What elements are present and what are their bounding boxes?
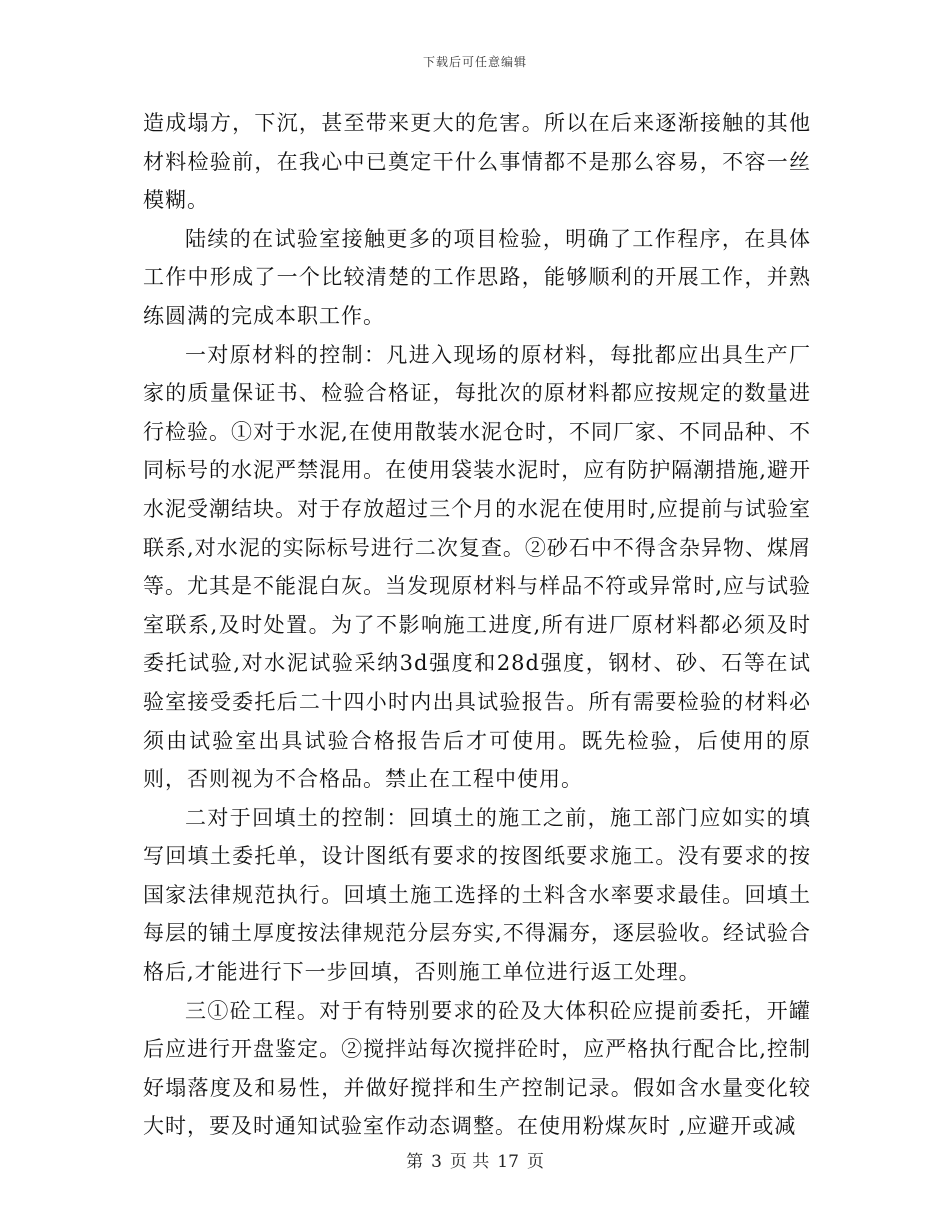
footer-suffix: 页 xyxy=(526,1152,544,1172)
paragraph-work-summary: 陆续的在试验室接触更多的项目检验，明确了工作程序，在具体工作中形成了一个比较清楚的工作思路，能够顺利的开展工作，并熟练圆满的完成本职工作。 xyxy=(143,226,811,328)
footer-prefix: 第 xyxy=(406,1152,424,1172)
document-body xyxy=(143,104,811,1146)
paragraph-raw-materials: 一对原材料的控制：凡进入现场的原材料，每批都应出具生产厂家的质量保证书、检验合格证，每批次的原材料都应按规定的数量进行检验。①对于水泥,在使用散装水泥仓时，不同厂家、不同品种、不同标号的水泥严禁混用。在使用袋装水泥时，应有防护隔潮措施,避开水泥受潮结块。对于存放超过三个月的水泥在使用时,应提前与试验室联系,对水泥的实际标号进行二次复查。②砂石中不得含杂异物、煤屑等。尤其是不能混白灰。当发现原材料与样品不符或异常时,应与试验室联系,及时处置。为了不影响施工进度,所有进厂原材料都必须及时委托试验,对水泥试验采纳3d强度和28d强度，钢材、砂、石等在试验室接受委托后二十四小时内出具试验报告。所有需要检验的材料必须由试验室出具试验合格报告后才可使用。既先检验，后使用的原则，否则视为不合格品。禁止在工程中使用。 xyxy=(143,342,811,792)
total-pages: 17 xyxy=(497,1152,519,1172)
paragraph-concrete: 三①砼工程。对于有特别要求的砼及大体积砼应提前委托，开罐后应进行开盘鉴定。②搅拌站每次搅拌砼时，应严格执行配合比,控制好塌落度及和易性，并做好搅拌和生产控制记录。假如含水量变化较大时，要及时通知试验室作动态调整。在使用粉煤灰时 ,应避开或减 xyxy=(143,998,811,1139)
paragraph-continuation: 造成塌方，下沉，甚至带来更大的危害。所以在后来逐渐接触的其他材料检验前，在我心中已奠定干什么事情都不是那么容易，不容一丝模糊。 xyxy=(143,111,811,213)
page-header: 下载后可任意编辑 xyxy=(422,55,527,69)
page-footer xyxy=(0,1147,950,1172)
paragraph-backfill: 二对于回填土的控制：回填土的施工之前，施工部门应如实的填写回填土委托单，设计图纸有要求的按图纸要求施工。没有要求的按国家法律规范执行。回填土施工选择的土料含水率要求最佳。回填土每层的铺土厚度按法律规范分层夯实,不得漏夯，逐层验收。经试验合格后,才能进行下一步回填，否则施工单位进行返工处理。 xyxy=(143,805,811,985)
footer-middle: 页 共 xyxy=(449,1152,490,1172)
page-number: 3 xyxy=(431,1152,442,1172)
